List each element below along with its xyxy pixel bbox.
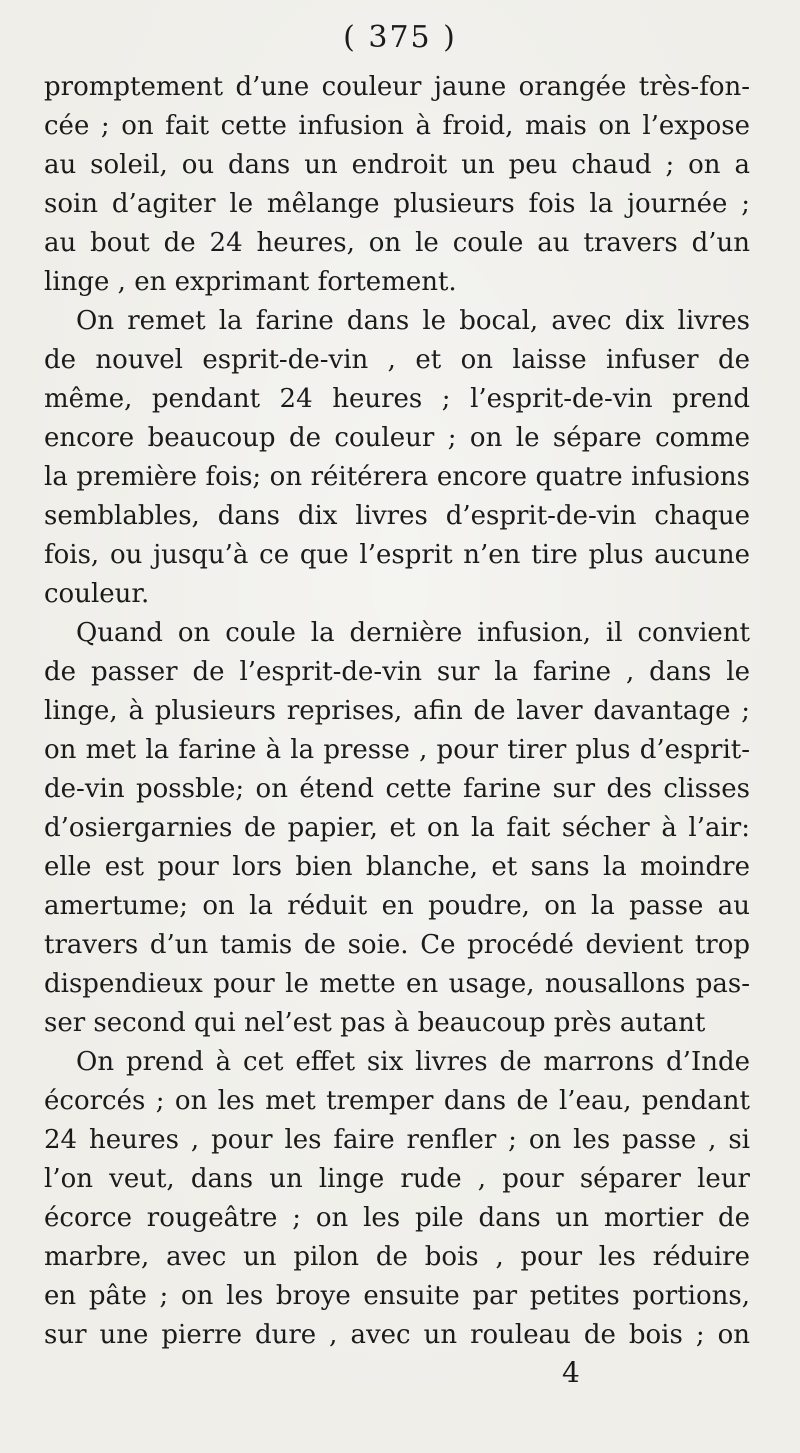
text-line: promptement d’une couleur jaune orangée très-fon- (44, 72, 750, 102)
text-line: même, pendant 24 heures ; l’esprit-de-vin prend (44, 384, 750, 414)
text-line: cée ; on fait cette infusion à froid, mais on l’expose (44, 111, 750, 141)
text-line: dispendieux pour le mette en usage, nousallons pas- (44, 969, 750, 999)
text-line: de passer de l’esprit-de-vin sur la farine , dans le (44, 657, 750, 687)
text-line: au bout de 24 heures, on le coule au travers d’un (44, 228, 750, 258)
text-line: soin d’agiter le mêlange plusieurs fois la journée ; (44, 189, 750, 219)
text-line: ser second qui nel’est pas à beaucoup près autant (44, 1008, 706, 1038)
text-line: écorce rougeâtre ; on les pile dans un mortier de (44, 1203, 750, 1233)
text-line: On prend à cet effet six livres de marrons d’Inde (76, 1047, 750, 1077)
signature-mark: 4 (562, 1356, 580, 1389)
text-line: On remet la farine dans le bocal, avec dix livres (76, 306, 750, 336)
text-line: couleur. (44, 579, 150, 609)
text-line: travers d’un tamis de soie. Ce procédé devient trop (44, 930, 750, 960)
text-line: l’on veut, dans un linge rude , pour séparer leur (44, 1164, 750, 1194)
text-line: en pâte ; on les broye ensuite par petites portions, (44, 1281, 750, 1311)
text-line: Quand on coule la dernière infusion, il convient (76, 618, 750, 648)
text-line: de-vin possble; on étend cette farine sur des clisses (44, 774, 750, 804)
text-line: linge, à plusieurs reprises, afin de laver davantage ; (44, 696, 750, 726)
text-line: écorcés ; on les met tremper dans de l’eau, pendant (44, 1086, 750, 1116)
text-line: on met la farine à la presse , pour tirer plus d’esprit- (44, 735, 750, 765)
text-line: sur une pierre dure , avec un rouleau de bois ; on (44, 1320, 750, 1350)
text-line: semblables, dans dix livres d’esprit-de-vin chaque (44, 501, 750, 531)
text-line: la première fois; on réitérera encore quatre infusions (44, 462, 750, 492)
text-line: de nouvel esprit-de-vin , et on laisse infuser de (44, 345, 750, 375)
text-line: d’osiergarnies de papier, et on la fait sécher à l’air: (44, 813, 750, 843)
text-line: amertume; on la réduit en poudre, on la passe au (44, 891, 750, 921)
text-line: linge , en exprimant fortement. (44, 267, 457, 297)
body-text (44, 68, 750, 1355)
text-line: elle est pour lors bien blanche, et sans la moindre (44, 852, 750, 882)
text-line: 24 heures , pour les faire renfler ; on les passe , si (44, 1125, 750, 1155)
text-line: marbre, avec un pilon de bois , pour les réduire (44, 1242, 750, 1272)
page-number: ( 375 ) (343, 20, 457, 55)
text-line: encore beaucoup de couleur ; on le sépare comme (44, 423, 750, 453)
text-line: fois, ou jusqu’à ce que l’esprit n’en tire plus aucune (44, 540, 750, 570)
text-line: au soleil, ou dans un endroit un peu chaud ; on a (44, 150, 750, 180)
